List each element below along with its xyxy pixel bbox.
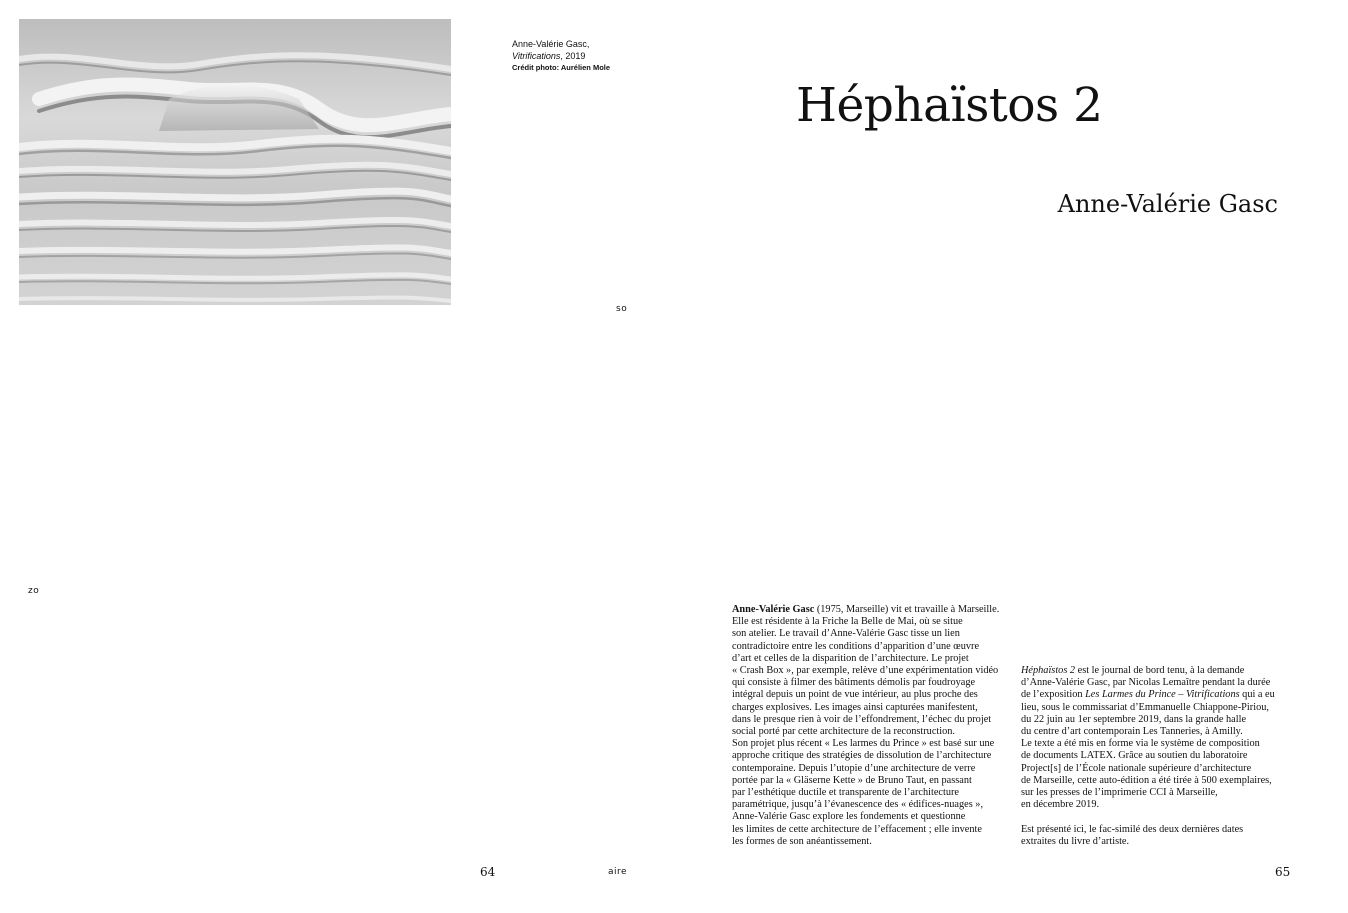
page-title: Héphaïstos 2 bbox=[796, 78, 1103, 133]
photo-caption bbox=[512, 38, 712, 73]
about-line: extraites du livre d’artiste. bbox=[1021, 835, 1130, 847]
about-line: en décembre 2019. bbox=[1021, 799, 1100, 811]
bio-line: contradictoire entre les conditions d’apparition d’une œuvre bbox=[732, 640, 980, 652]
caption-work-title: Vitrifications bbox=[512, 51, 561, 61]
caption-credit: Crédit photo: Aurélien Mole bbox=[512, 63, 611, 72]
about-line: Project[s] de l’École nationale supérieure d’architecture bbox=[1021, 762, 1252, 774]
bio-line: charges explosives. Les images ainsi capturées manifestent, bbox=[732, 701, 978, 713]
bio-line: par l’esthétique ductile et transparente de l’architecture bbox=[732, 787, 959, 799]
about-line: du 22 juin au 1er septembre 2019, dans la grande halle bbox=[1021, 713, 1247, 725]
artwork-photo bbox=[19, 19, 451, 305]
bio-line: contemporaine. Depuis l’utopie d’une architecture de verre bbox=[732, 762, 976, 774]
bio-line: « Crash Box », par exemple, relève d’une expérimentation vidéo bbox=[732, 665, 999, 677]
bio-line: Son projet plus récent « Les larmes du Prince » est basé sur une bbox=[732, 738, 995, 750]
margin-word-left: zo bbox=[28, 586, 40, 596]
bio-line: qui consiste à filmer des bâtiments démolis par foudroyage bbox=[732, 677, 976, 689]
about-line: de l’exposition Les Larmes du Prince – Vitrifications qui a eu bbox=[1021, 689, 1275, 701]
bio-line: les limites de cette architecture de l’effacement ; elle invente bbox=[732, 823, 982, 835]
bio-line: d’art et celles de la disparition de l’architecture. Le projet bbox=[732, 652, 969, 664]
bio-line: les formes de son anéantissement. bbox=[732, 835, 872, 847]
bio-line: Anne-Valérie Gasc (1975, Marseille) vit et travaille à Marseille. bbox=[732, 604, 1000, 615]
bio-line: Elle est résidente à la Friche la Belle de Mai, où se situe bbox=[732, 616, 963, 628]
sand-texture-image bbox=[19, 19, 451, 305]
bio-line: portée par la « Gläserne Kette » de Bruno Taut, en passant bbox=[732, 774, 972, 786]
bio-line: intégral depuis un point de vue intérieur, au plus proche des bbox=[732, 689, 978, 701]
book-description bbox=[1021, 665, 1291, 848]
paragraph-gap bbox=[1021, 811, 1291, 823]
bio-name: Anne-Valérie Gasc bbox=[732, 604, 815, 615]
page-number-left: 64 bbox=[480, 865, 496, 879]
artist-biography bbox=[732, 604, 1007, 848]
about-line: sur les presses de l’imprimerie CCI à Marseille, bbox=[1021, 787, 1218, 799]
about-line: Héphaïstos 2 est le journal de bord tenu, à la demande bbox=[1021, 665, 1245, 676]
about-line: Est présenté ici, le fac-similé des deux dernières dates bbox=[1021, 823, 1244, 835]
caption-artist: Anne-Valérie Gasc, bbox=[512, 39, 590, 49]
bio-line: son atelier. Le travail d’Anne-Valérie Gasc tisse un lien bbox=[732, 628, 960, 640]
margin-word-top: so bbox=[616, 304, 628, 314]
caption-work-year: , 2019 bbox=[560, 51, 586, 61]
about-line: d’Anne-Valérie Gasc, par Nicolas Lemaître pendant la durée bbox=[1021, 677, 1271, 689]
about-line: de Marseille, cette auto-édition a été tirée à 500 exemplaires, bbox=[1021, 774, 1272, 786]
bio-line: approche critique des stratégies de dissolution de l’architecture bbox=[732, 750, 992, 762]
about-exhibition-title: Les Larmes du Prince – Vitrifications bbox=[1085, 689, 1240, 701]
caption-work bbox=[512, 50, 712, 62]
about-book-title: Héphaïstos 2 bbox=[1021, 665, 1076, 676]
about-line: de documents LATEX. Grâce au soutien du laboratoire bbox=[1021, 750, 1248, 762]
about-line: Le texte a été mis en forme via le système de composition bbox=[1021, 738, 1260, 750]
about-line: du centre d’art contemporain Les Tanneries, à Amilly. bbox=[1021, 726, 1243, 738]
bio-line: dans le presque rien à voir de l’effondrement, l’échec du projet bbox=[732, 713, 992, 725]
about-line: lieu, sous le commissariat d’Emmanuelle Chiappone-Piriou, bbox=[1021, 701, 1269, 713]
bio-line: Anne-Valérie Gasc explore les fondements et questionne bbox=[732, 811, 966, 823]
page-number-right: 65 bbox=[1275, 865, 1291, 879]
bio-line: social porté par cette architecture de la reconstruction. bbox=[732, 726, 955, 738]
bio-line: paramétrique, jusqu’à l’évanescence des « édifices-nuages », bbox=[732, 799, 984, 811]
margin-word-bottom: aire bbox=[608, 867, 628, 877]
author-name: Anne-Valérie Gasc bbox=[1057, 190, 1278, 218]
